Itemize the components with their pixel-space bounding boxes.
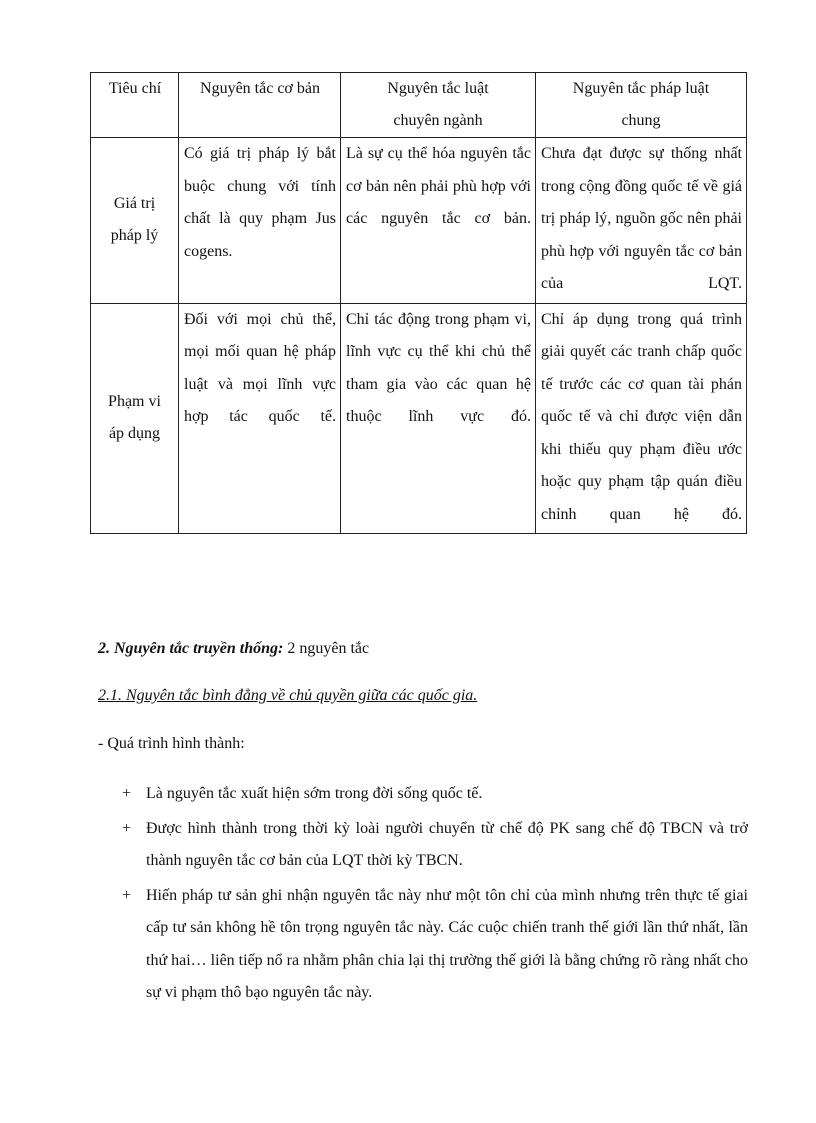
table-cell: Chưa đạt được sự thống nhất trong cộng đồng quốc tế về giá trị pháp lý, nguồn gốc nên phải phù hợp với nguyên tắc cơ bản của LQT. — [536, 138, 747, 304]
comparison-table — [90, 72, 747, 534]
table-cell: Đối với mọi chủ thể, mọi mối quan hệ pháp luật và mọi lĩnh vực hợp tác quốc tế. — [179, 303, 341, 534]
table-header-cell: Nguyên tắc cơ bản — [179, 73, 341, 138]
table-header-cell: Tiêu chí — [91, 73, 179, 138]
list-item-text: Được hình thành trong thời kỳ loài người chuyển từ chế độ PK sang chế độ TBCN và trở thành nguyên tắc cơ bản của LQT thời kỳ TBCN. — [146, 819, 748, 869]
section-heading — [98, 640, 369, 658]
table-row — [91, 303, 747, 534]
subsection-heading: 2.1. Nguyên tắc bình đẳng về chủ quyền giữa các quốc gia. — [98, 687, 478, 704]
list-item-text: Hiến pháp tư sản ghi nhận nguyên tắc này như một tôn chỉ của mình nhưng trên thực tế giai cấp tư sản không hề tôn trọng nguyên tắc này. Các cuộc chiến tranh thế giới lần thứ nhất, lần thứ hai… liên tiếp nổ ra nhằm phân chia lại thị trường thế giới là bằng chứng rõ ràng nhất cho sự vi phạm thô bạo nguyên tắc này. — [146, 886, 748, 1001]
formation-list — [98, 778, 748, 1010]
bullet-plus-icon: + — [122, 886, 132, 904]
bullet-plus-icon: + — [122, 785, 132, 802]
table-header-cell: Nguyên tắc luật chuyên ngành — [341, 73, 536, 138]
section-heading-bold: 2. Nguyên tắc truyền thống: — [98, 640, 284, 657]
table-header-row — [91, 73, 747, 138]
table-cell: Có giá trị pháp lý bắt buộc chung với tính chất là quy phạm Jus cogens. — [179, 138, 341, 304]
table-cell: Chỉ tác động trong phạm vi, lĩnh vực cụ thể khi chủ thể tham gia vào các quan hệ thuộc lĩnh vực đó. — [341, 303, 536, 534]
list-item — [98, 778, 748, 811]
table-cell-criterion: Giá trị pháp lý — [91, 138, 179, 304]
section-heading-rest: 2 nguyên tắc — [283, 640, 370, 657]
table-cell-criterion: Phạm vi áp dụng — [91, 303, 179, 534]
list-item — [98, 880, 748, 1010]
list-item-text: Là nguyên tắc xuất hiện sớm trong đời sống quốc tế. — [146, 785, 483, 802]
table-cell: Là sự cụ thể hóa nguyên tắc cơ bản nên phải phù hợp với các nguyên tắc cơ bản. — [341, 138, 536, 304]
list-item — [98, 813, 748, 878]
table-header-cell: Nguyên tắc pháp luật chung — [536, 73, 747, 138]
formation-label: - Quá trình hình thành: — [98, 735, 245, 752]
table-cell: Chỉ áp dụng trong quá trình giải quyết các tranh chấp quốc tế trước các cơ quan tài phán quốc tế và chỉ được viện dẫn khi thiếu quy phạm điều ước hoặc quy phạm tập quán điều chỉnh quan hệ đó. — [536, 303, 747, 534]
table-row — [91, 138, 747, 304]
bullet-plus-icon: + — [122, 819, 132, 837]
